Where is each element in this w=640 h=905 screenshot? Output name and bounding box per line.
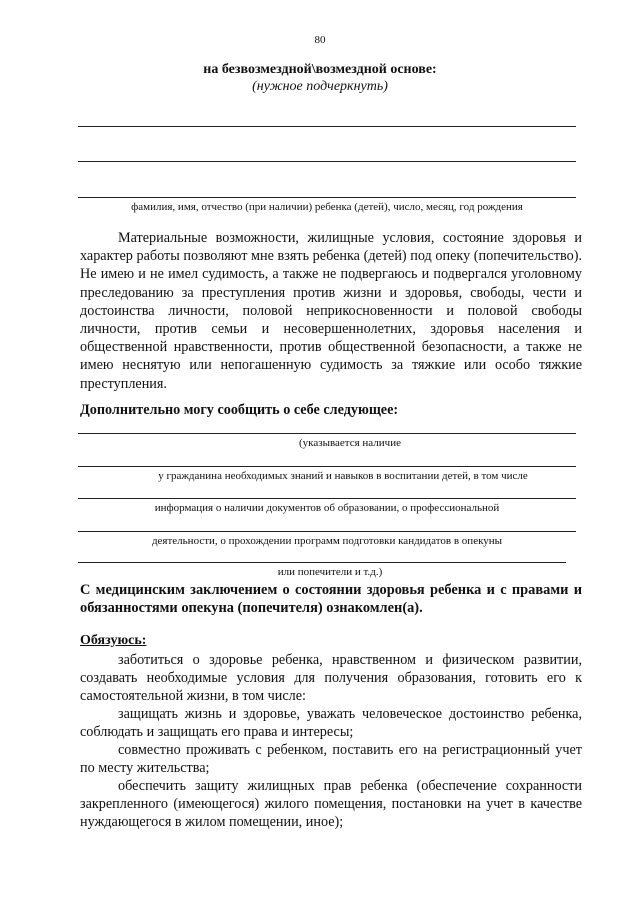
additional-heading: Дополнительно могу сообщить о себе следующее: xyxy=(80,402,399,418)
obligation-item: совместно проживать с ребенком, поставить его на регистрационный учет по месту жительства; xyxy=(80,742,582,777)
child-blank-line-2 xyxy=(78,161,576,162)
obligation-item: защищать жизнь и здоровье, уважать человеческое достоинство ребенка, соблюдать и защищать его права и интересы; xyxy=(80,706,582,741)
medical-statement: С медицинским заключением о состоянии здоровья ребенка и с правами и обязанностями опекуна (попечителя) ознакомлен(а). xyxy=(80,582,582,617)
additional-blank-line-4 xyxy=(78,531,576,532)
child-blank-line-3 xyxy=(78,197,576,198)
additional-caption-3: информация о наличии документов об образовании, о профессиональной xyxy=(154,502,500,514)
additional-blank-line-1 xyxy=(78,433,576,434)
additional-caption-5: или попечители и т.д.) xyxy=(277,566,383,578)
additional-blank-line-3 xyxy=(78,498,576,499)
basis-line: на безвозмездной\возмездной основе: xyxy=(203,62,437,77)
underline-note: (нужное подчеркнуть) xyxy=(252,79,388,94)
additional-blank-line-2 xyxy=(78,466,576,467)
child-blank-line-1 xyxy=(78,126,576,127)
additional-caption-2: у гражданина необходимых знаний и навыков в воспитании детей, в том числе xyxy=(158,470,528,482)
additional-blank-line-5 xyxy=(78,562,566,563)
obligations-heading: Обязуюсь: xyxy=(80,633,147,648)
page-number: 80 xyxy=(314,34,326,46)
additional-caption-1: (указывается наличие xyxy=(299,437,401,449)
statement-paragraph: Материальные возможности, жилищные условия, состояние здоровья и характер работы позволяют мне взять ребенка (детей) под опеку (попечительство). Не имею и не имел судимость, а также не подвергаюсь и подвергался уголовному преследованию за преступления против жизни и здоровья, свободы, чести и достоинства личности, половой неприкосновенности и половой свободы личности, против семьи и несовершеннолетних, здоровья населения и общественной нравственности, против общественной безопасности, а также не имею неснятую или непогашенную судимость за тяжкие или особо тяжкие преступления. xyxy=(80,230,582,392)
child-caption: фамилия, имя, отчество (при наличии) ребенка (детей), число, месяц, год рождения xyxy=(131,201,523,213)
additional-caption-4: деятельности, о прохождении программ подготовки кандидатов в опекуны xyxy=(151,535,503,547)
obligation-item: обеспечить защиту жилищных прав ребенка (обеспечение сохранности закрепленного (имеющегося) жилого помещения, постановки на учет в качестве нуждающегося в жилом помещении, иное); xyxy=(80,778,582,831)
obligation-item: заботиться о здоровье ребенка, нравственном и физическом развитии, создавать необходимые условия для получения образования, готовить его к самостоятельной жизни, в том числе: xyxy=(80,652,582,705)
